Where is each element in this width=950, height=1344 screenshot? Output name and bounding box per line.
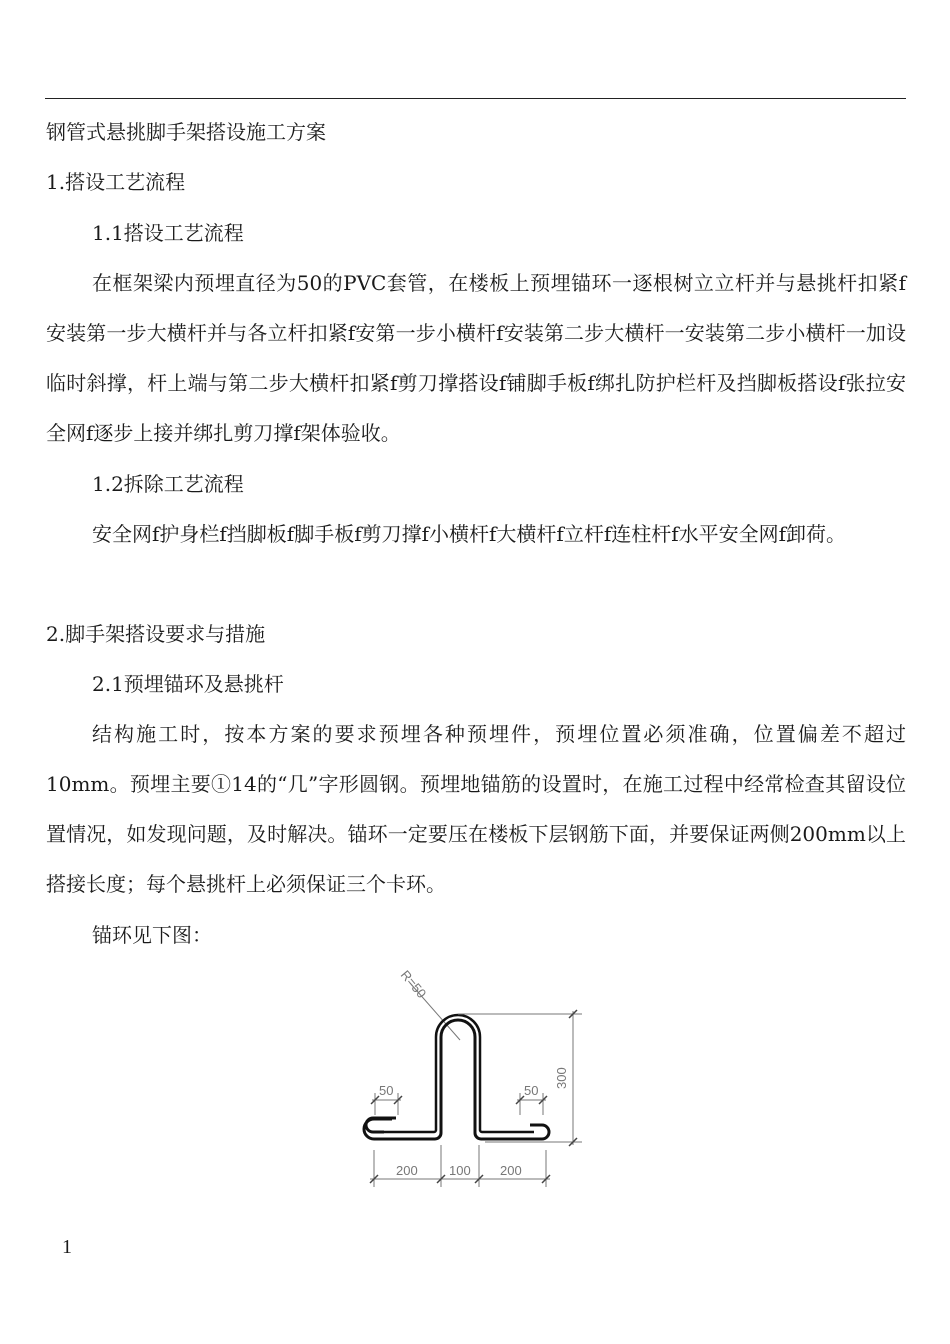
paragraph-embedded-anchor: 结构施工时，按本方案的要求预埋各种预埋件，预埋位置必须准确，位置偏差不超过10mm。预埋主要①14的“几”字形圆钢。预埋地锚筋的设置时，在施工过程中经常检查其留设位置情况，如发现问题，及时解决。锚环一定要压在楼板下层钢筋下面，并要保证两侧200mm以上搭接长度；每个悬挑杆上必须保证三个卡环。 — [46, 722, 906, 896]
height-label: 300 — [554, 1067, 569, 1089]
section-1-1-heading: 1.1搭设工艺流程 — [92, 221, 244, 245]
page-number: 1 — [62, 1236, 72, 1258]
bottom-label-right: 200 — [500, 1163, 522, 1178]
bottom-label-left: 200 — [396, 1163, 418, 1178]
left-hook-label: 50 — [379, 1083, 394, 1098]
right-hook-label: 50 — [524, 1083, 539, 1098]
radius-label: R=50 — [397, 967, 430, 1002]
doc-title: 钢管式悬挑脚手架搭设施工方案 — [46, 120, 326, 144]
paragraph-install-flow: 在框架梁内预埋直径为50的PVC套管，在楼板上预埋锚环一逐根树立立杆并与悬挑杆扣紧f安装第一步大横杆并与各立杆扣紧f安第一步小横杆f安装第二步大横杆一安装第二步小横杆一加设临时斜撑，杆上端与第二步大横杆扣紧f剪刀撑搭设f铺脚手板f绑扎防护栏杆及挡脚板搭设f张拉安全网f逐步上接并绑扎剪刀撑f架体验收。 — [46, 271, 906, 445]
section-2-1-heading: 2.1预埋锚环及悬挑杆 — [92, 672, 284, 696]
section-2-heading: 2.脚手架搭设要求与措施 — [46, 622, 266, 646]
rod-main-inner — [382, 1015, 534, 1132]
rod-main-outer — [374, 1020, 549, 1139]
anchor-ring-diagram — [360, 965, 600, 1195]
paragraph-removal-flow: 安全网f护身栏f挡脚板f脚手板f剪刀撑f小横杆f大横杆f立杆f连柱杆f水平安全网f卸荷。 — [92, 522, 847, 546]
section-1-heading: 1.搭设工艺流程 — [46, 170, 186, 194]
section-1-2-heading: 1.2拆除工艺流程 — [92, 472, 244, 496]
bottom-label-middle: 100 — [449, 1163, 471, 1178]
figure-caption: 锚环见下图： — [92, 923, 212, 947]
header-rule — [45, 98, 906, 99]
